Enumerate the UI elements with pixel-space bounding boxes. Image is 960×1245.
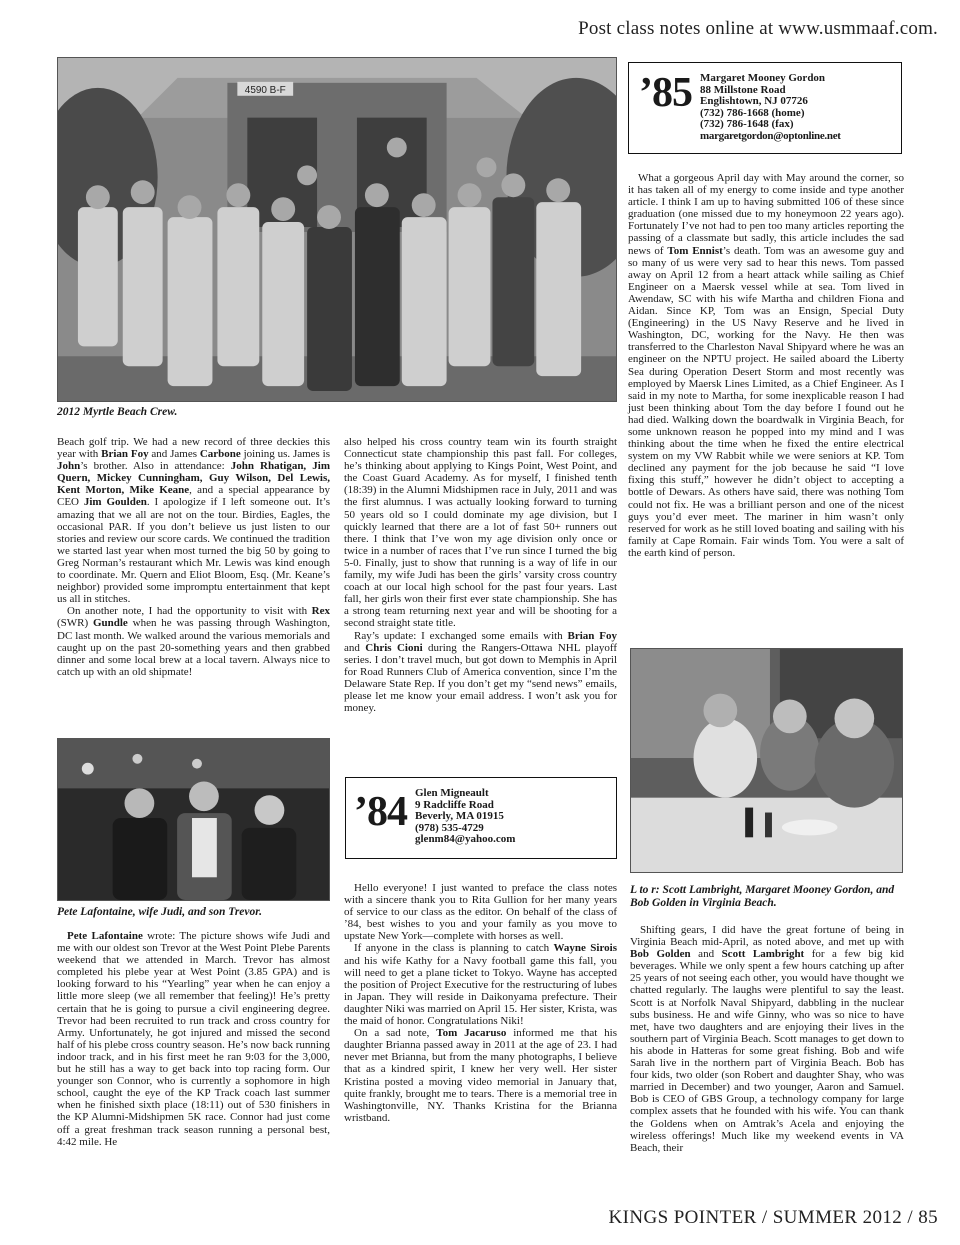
virginia-beach-notes: Shifting gears, I did have the great fortune of being in Virginia Beach mid-April, as noted above, and met up with Bob Golden and Scott Lambright for a few big kid beverages. While we only spent a few hours catching up after 25 years of not seeing each other, you would have thought we chatted regularly. The laughs were plentiful to say the least. Scott is at Norfolk Naval Shipyard, dabbling in the nuclear subs business. He and wife Ginny, who was so nice to have met, have two daughters and are enjoying their lives in the southern part of Virginia Beach. Scott manages to get down to his abode in Hatteras for some great fishing. Bob and wife Sarah live in the northern part of Virginia Beach. Bob has four kids, two older (son Robert and daughter Shay, who was married in December) and two younger, Aaron and Samuel. Bob is CEO of GBS Group, a technology company for large complex assets that he founded with his wife. You can thank the Goldens when on Amtrak’s Acela and enjoying the wireless offerings! Much like my weekend events in VA Beach, their <box>630 924 904 1154</box>
myrtle-beach-group-photo <box>57 57 617 402</box>
contact-name: Margaret Mooney Gordon <box>700 72 826 84</box>
contact-city: Beverly, MA 01915 <box>415 810 504 823</box>
contact-street: 88 Millstone Road <box>700 83 786 96</box>
class-85-notes: What a gorgeous April day with May around the corner, so it has taken all of my energy to come inside and type another article. I think I am up to having submitted 106 of these since graduation (one missed due to my honeymoon 22 years ago). Fortunately I’ve not had to pen too many articles reporting the passing of a classmate but sadly, this article includes the sad news of Tom Ennist’s death. Tom was an awesome guy and so many of us were very sad to hear this news. Tom passed away on April 12 from a heart attack while sailing as Chief Engineer on a Maersk vessel while at sea. Tom lived in Awendaw, SC with his wife Martha and children Fiona and Aidan. Since KP, Tom was an Ensign, Special Duty (Engineering) in the US Navy Reserve and he lived in Washington, DC, working for the Navy. He then was transferred to the Charleston Naval Shipyard where he was an engineer on the NPTU project. He sailed aboard the Liberty Sea during Operation Desert Storm and most recently was employed by Maersk Lines Limited, as a Chief Engineer. As I said in my note to Martha, for some inexplicable reason I had just been thinking about Tom the day before I found out he had died. Walking down the boardwalk in Virginia Beach, for some unknown reason he popped into my mind and I was thinking about the time when he fixed the entire electrical system on my VW Rabbit while we were seniors at KP. Tom declined any payment for the job because he said “I love fixing this stuff,” however he didn’t object to accepting a bottle of Dewars. As others have said, there was nothing Tom could not fix. He was a brilliant person and one of the nicest guys you’d ever meet. The mariner in him wasn’t only reserved for work as he still loved boating and sailing with his family at Cape Romain. Fair winds Tom. You were a salt of the earth kind of person. <box>628 172 905 559</box>
lafontaine-notes: Pete Lafontaine wrote: The picture shows wife Judi and me with our oldest son Trevor at the West Point Plebe Parents weekend that we attended in March. Trevor has almost completed his plebe year at West Point (3.85 GPA) and is looking forward to his “Yearling” year when he can enjoy a little more sleep (we all remember that feeling)! He’s pretty certain that he is going to pursue a civil engineering degree. Trevor had been recruited to run track and cross country for Army. Unfortunately, he got injured and missed the second half of his plebe cross country season. He’s now back running indoor track, and in his first meet he ran 9:03 for the 3,000, but he still has a way to get back into top racing form. Our younger son Connor, who is currently a sophomore in high school, caught the eye of the KP Track coach last summer when he finished sixth place (18:11) out of 530 finishers in the KP Alumni-Midshipmen 5K race. Connor had just come off a great freshman track season running a personal best, 4:42 mile. He <box>57 930 330 1148</box>
lafontaine-family-photo <box>57 738 330 901</box>
contact-email: glenm84@yahoo.com <box>415 833 516 846</box>
virginia-beach-photo <box>630 648 903 873</box>
class-85-contact-box <box>628 62 902 154</box>
contact-email: margaretgordon@optonline.net <box>700 129 841 142</box>
class-84-contact-box <box>345 777 617 859</box>
class-84-address <box>415 788 515 846</box>
building-sign: 4590 B-F <box>244 84 286 96</box>
contact-phone: (978) 535-4729 <box>415 821 484 834</box>
class-84-year: ’84 <box>354 789 407 835</box>
class-84-notes: Hello everyone! I just wanted to preface the class notes with a sincere thank you to Rita Gullion for her many years of service to our class as the editor. On behalf of the class of ’84, best wishes to you and your family as you move to upstate New York—complete with horses as well. If anyone in the class is planning to catch Wayne Sirois and his wife Kathy for a Navy football game this fall, you will need to get a plane ticket to Tokyo. Wayne has accepted the position of Project Executive for the restructuring of lubes in Japan. They will reside in Daikonyama prefecture. Their daughter Niki was married on April 15. Her sister, Krista, was the maid of honor. Congratulations Niki! On a sad note, Tom Jacaruso informed me that his daughter Brianna passed away in 2011 at the age of 23. I had never met Brianna, but from the many photographs, I believe that as a kindred spirit, I knew her very well. Her sister Kristina posted a moving video memorial in January that, quite frankly, brought me to tears. There is a memorial tree in Washingtonville, NY. Thanks Kristina for the Brianna wristband. <box>344 882 618 1124</box>
contact-street: 9 Radcliffe Road <box>415 798 494 811</box>
contact-phone-home: (732) 786-1668 (home) <box>700 106 805 119</box>
class-85-year: ’85 <box>639 70 692 116</box>
virginia-beach-caption: L to r: Scott Lambright, Margaret Mooney Gordon, and Bob Golden in Virginia Beach. <box>630 884 895 909</box>
page-header: Post class notes online at www.usmmaaf.com. <box>578 18 938 39</box>
middle-column-notes: also helped his cross country team win its fourth straight Connecticut state championship this past fall. For colleges, he’s thinking about applying to Kings Point, West Point, and the Coast Guard Academy. As for myself, I finished tenth (18:39) in the Alumni Midshipmen race in July, 2011 and was the first alumnus. I was actually looking forward to turning 50 years old so I could dominate my age division, but I quickly learned that there are a lot of fast 50+ runners out there. I think that I’ve won my age division only once or twice in a number of races that I’ve run since I turned the big 5-0. Finally, just to show that running is a way of life in our family, my wife Judi has been the girls’ varsity cross country coach at our local high school for the past four years. Last fall, her girls won their first ever state championship. She has a strong team returning next year and will be shooting for a second straight state title. Ray’s update: I exchanged some emails with Brian Foy and Chris Cioni during the Rangers-Ottawa NHL playoff series. I don’t travel much, but got down to Memphis in April for Road Runners Club of America convention, since I’m the Delaware State Rep. If you don’t get my “send news” emails, please let me know your email address. I won’t ask you for money. <box>344 436 617 715</box>
contact-city: Englishtown, NJ 07726 <box>700 95 808 108</box>
contact-fax: (732) 786-1648 (fax) <box>700 118 794 131</box>
lafontaine-caption: Pete Lafontaine, wife Judi, and son Trevor. <box>57 906 262 918</box>
contact-name: Glen Migneault <box>415 787 489 799</box>
myrtle-beach-caption: 2012 Myrtle Beach Crew. <box>57 406 178 418</box>
class-85-address <box>700 73 841 143</box>
page-footer: KINGS POINTER / SUMMER 2012 / 85 <box>608 1207 938 1228</box>
left-column-notes: Beach golf trip. We had a new record of three deckies this year with Brian Foy and James Carbone joining us. James is John’s brother. Also in attendance: John Rhatigan, Jim Quern, Mickey Cunningham, Guy Wilson, Del Lewis, Kent Morton, Mike Keane, and a special appearance by CEO Jim Goulden. I apologize if I left someone out. It’s amazing that we all are not on the tour. Birdies, Eagles, the occasional PAR. If you don’t believe us just listen to our stories and review our score cards. We continued the tradition we started last year when most turned the big 50 by going to Greg Norman’s restaurant which Mr. Lewis was kind enough to coordinate. Mr. Quern and Eliot Bloom, Esq. (Mr. Keane’s neighbor) provided some impromptu entertainment that kept us all in stitches. On another note, I had the opportunity to visit with Rex (SWR) Gundle when he was passing through Washington, DC last month. We walked around the various memorials and caught up on the past 20-something years and then grabbed dinner and some local brew at a local tavern. Always nice to catch up with an old shipmate! <box>57 436 330 678</box>
